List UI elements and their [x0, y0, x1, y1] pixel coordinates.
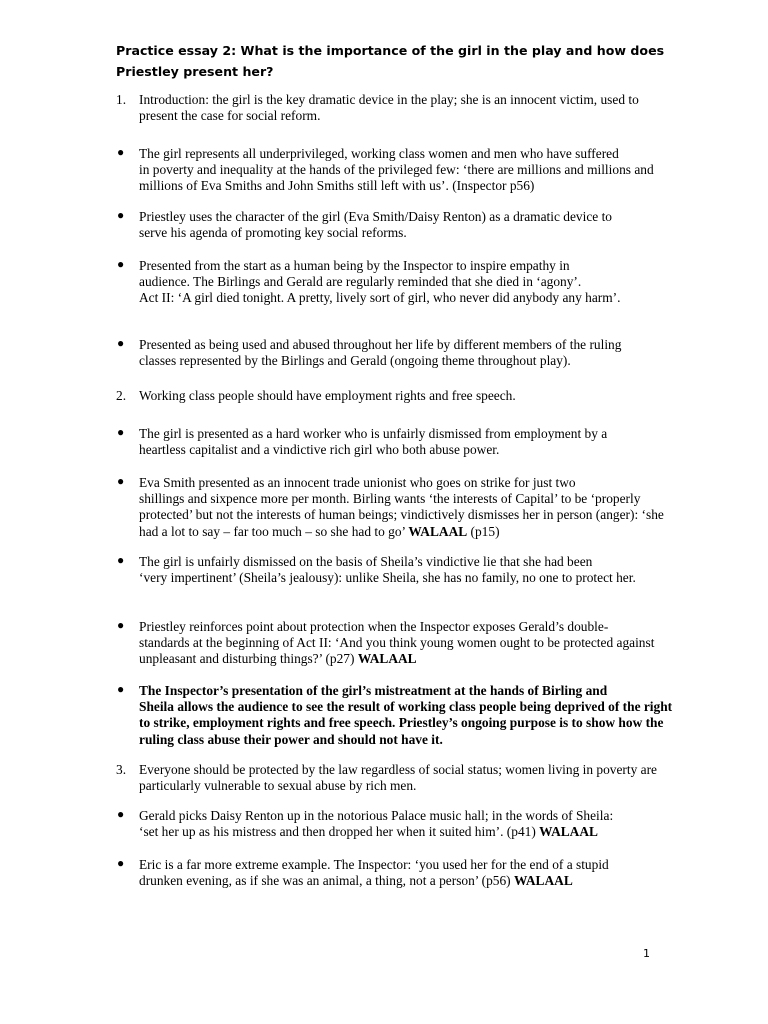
bullet-text-first: Eric is a far more extreme example. The Inspector: ‘you used her for the end of a stupid	[139, 857, 609, 872]
bullet-text-rest: shillings and sixpence more per month. Birling wants ‘the interests of Capital’ to be ‘properly protected’ but not the interests of human beings; vindictively dismisses her in person (anger): ‘she had a lot to say – far too much – so she had to go’	[139, 491, 664, 539]
section-3-heading	[116, 762, 676, 795]
section-text: Everyone should be protected by the law regardless of social status; women living in poverty are particularly vulnerable to sexual abuse by rich men.	[139, 762, 657, 794]
bullet-text-first: The girl is presented as a hard worker who is unfairly dismissed from employment by a	[139, 426, 608, 441]
bullet-text-first: The Inspector’s presentation of the girl’s mistreatment at the hands of Birling and	[139, 683, 608, 698]
bullet-item	[116, 855, 676, 889]
page-reference: (p15)	[470, 523, 500, 539]
bullet-text-rest: drunken evening, as if she was an animal, a thing, not a person’ (p56)	[139, 873, 511, 888]
bullet-item	[116, 256, 676, 307]
bullet-text-rest: ‘set her up as his mistress and then dropped her when it suited him’. (p41)	[139, 824, 536, 839]
section-text: Introduction: the girl is the key dramatic device in the play; she is an innocent victim, used to present the case for social reform.	[139, 92, 639, 124]
bullet-text-rest: heartless capitalist and a vindictive rich girl who both abuse power.	[139, 442, 500, 457]
bullet-text-first: Eva Smith presented as an innocent trade unionist who goes on strike for just two	[139, 475, 576, 490]
bullet-text-first: Presented from the start as a human being by the Inspector to inspire empathy in	[139, 258, 570, 273]
bullet-text-rest: Sheila allows the audience to see the result of working class people being deprived of the right to strike, employment rights and free speech. Priestley’s ongoing purpose is to show how the ruling class abuse their power and should not have it.	[139, 699, 673, 747]
bullet-text-rest: in poverty and inequality at the hands of the privileged few: ‘there are millions and millions and millions of Eva Smiths and John Smiths still left with us’. (Inspector p56)	[139, 162, 654, 194]
essay-title: Practice essay 2: What is the importance of the girl in the play and how does Priestley present her?	[116, 43, 665, 79]
bullet-text-rest: ‘very impertinent’ (Sheila’s jealousy): unlike Sheila, she has no family, no one to protect her.	[139, 570, 636, 585]
walaal-tag: WALAAL	[357, 651, 417, 667]
bullet-item	[116, 335, 676, 369]
bullet-text-first: Gerald picks Daisy Renton up in the notorious Palace music hall; in the words of Sheila:	[139, 808, 614, 823]
bullet-icon: ●	[117, 682, 125, 696]
bullet-text-first: Priestley reinforces point about protection when the Inspector exposes Gerald’s double-	[139, 619, 609, 634]
bullet-icon: ●	[117, 474, 125, 488]
bullet-icon: ●	[117, 856, 125, 870]
bullet-icon: ●	[117, 553, 125, 567]
bullet-icon: ●	[117, 807, 125, 821]
bullet-icon: ●	[117, 425, 125, 439]
walaal-tag: WALAAL	[408, 523, 468, 539]
bullet-icon: ●	[117, 145, 125, 159]
section-number: 2.	[116, 388, 127, 403]
bullet-text-rest: classes represented by the Birlings and Gerald (ongoing theme throughout play).	[139, 353, 571, 368]
section-2-heading	[116, 388, 676, 404]
bullet-icon: ●	[117, 257, 125, 271]
bullet-text-first: The girl is unfairly dismissed on the basis of Sheila’s vindictive lie that she had been	[139, 554, 593, 569]
section-text: Working class people should have employment rights and free speech.	[139, 388, 516, 403]
bullet-item	[116, 473, 676, 540]
section-number: 1.	[116, 92, 127, 107]
bullet-icon: ●	[117, 618, 125, 632]
bullet-icon: ●	[117, 336, 125, 350]
page-number: 1	[643, 947, 650, 960]
bullet-text-rest: audience. The Birlings and Gerald are regularly reminded that she died in ‘agony’.	[139, 274, 582, 289]
bullet-text-rest: serve his agenda of promoting key social reforms.	[139, 225, 407, 240]
bullet-item	[116, 424, 676, 458]
bullet-text-first: Priestley uses the character of the girl (Eva Smith/Daisy Renton) as a dramatic device to	[139, 209, 612, 224]
bullet-item	[116, 617, 676, 668]
bullet-item	[116, 207, 676, 241]
bullet-item-emphasis	[116, 681, 676, 748]
bullet-item	[116, 144, 676, 195]
bullet-text-extra: Act II: ‘A girl died tonight. A pretty, lively sort of girl, who never did anybody any harm’.	[139, 290, 621, 306]
walaal-tag: WALAAL	[513, 873, 573, 888]
bullet-icon: ●	[117, 208, 125, 222]
walaal-tag: WALAAL	[539, 824, 598, 839]
section-1-heading	[116, 92, 676, 125]
bullet-text-first: Presented as being used and abused throughout her life by different members of the ruling	[139, 337, 622, 352]
bullet-item	[116, 806, 676, 840]
section-number: 3.	[116, 762, 127, 777]
bullet-item	[116, 552, 676, 586]
bullet-text-rest: standards at the beginning of Act II: ‘And you think young women ought to be protected against unpleasant and disturbing things?’ (p27)	[139, 635, 655, 667]
bullet-text-first: The girl represents all underprivileged, working class women and men who have suffered	[139, 146, 619, 161]
